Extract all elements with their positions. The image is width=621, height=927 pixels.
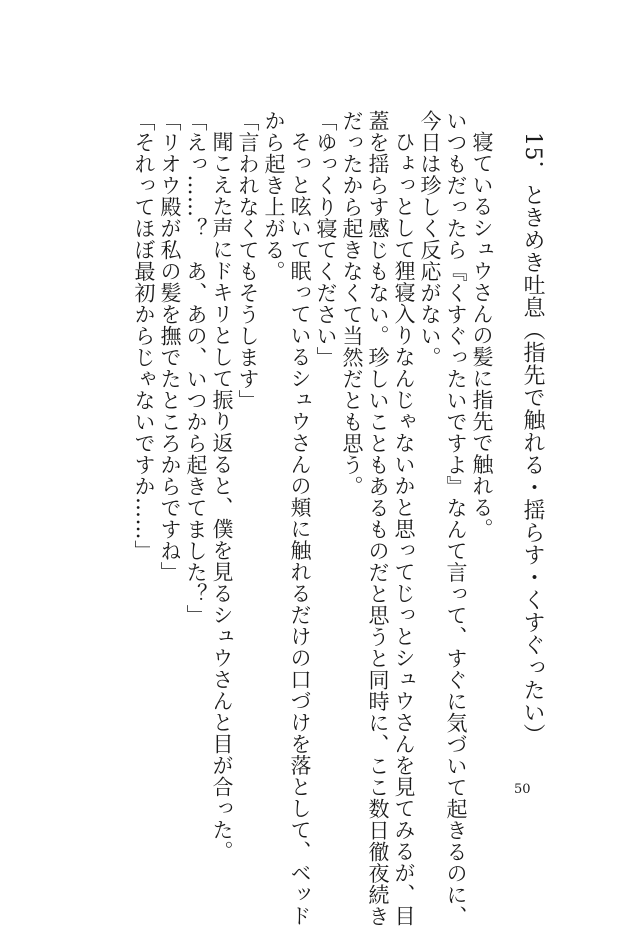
text-line: 寝ているシュウさんの髪に指先で触れる。 <box>470 131 494 540</box>
dialogue-line: 「言われなくてもそうします」 <box>236 110 260 411</box>
text-line: ひょっとして狸寝入りなんじゃないかと思ってじっとシュウさんを見てみるが、目 <box>392 131 416 927</box>
page-number: 50 <box>514 782 531 797</box>
text-line: いつもだったら『くすぐったいですよ』なんて言って、すぐに気づいて起きるのに、 <box>444 110 468 927</box>
dialogue-line: 「それってほぼ最初からじゃないですか……」 <box>132 110 156 562</box>
text-line: だったから起きなくて当然だとも思う。 <box>340 110 364 497</box>
text-line: 今日は珍しく反応がない。 <box>418 110 442 368</box>
text-line: 聞こえた声にドキリとして振り返ると、僕を見るシュウさんと目が合った。 <box>210 131 234 862</box>
dialogue-line: 「えっ……？ あ、あの、いつから起きてました？」 <box>184 110 208 626</box>
text-line: そっと呟いて眠っているシュウさんの頬に触れるだけの口づけを落として、ベッド <box>288 131 312 927</box>
text-line: から起き上がる。 <box>262 110 286 282</box>
dialogue-line: 「リオウ殿が私の髪を撫でたところからですね」 <box>158 110 182 583</box>
text-line: 蓋を揺らす感じもない。珍しいこともあるものだと思うと同時に、ここ数日徹夜続き <box>366 110 390 927</box>
dialogue-line: 「ゆっくり寝てください」 <box>314 110 338 368</box>
chapter-title: 15．ときめき吐息（指先で触れる・揺らす・くすぐったい） <box>520 132 545 746</box>
